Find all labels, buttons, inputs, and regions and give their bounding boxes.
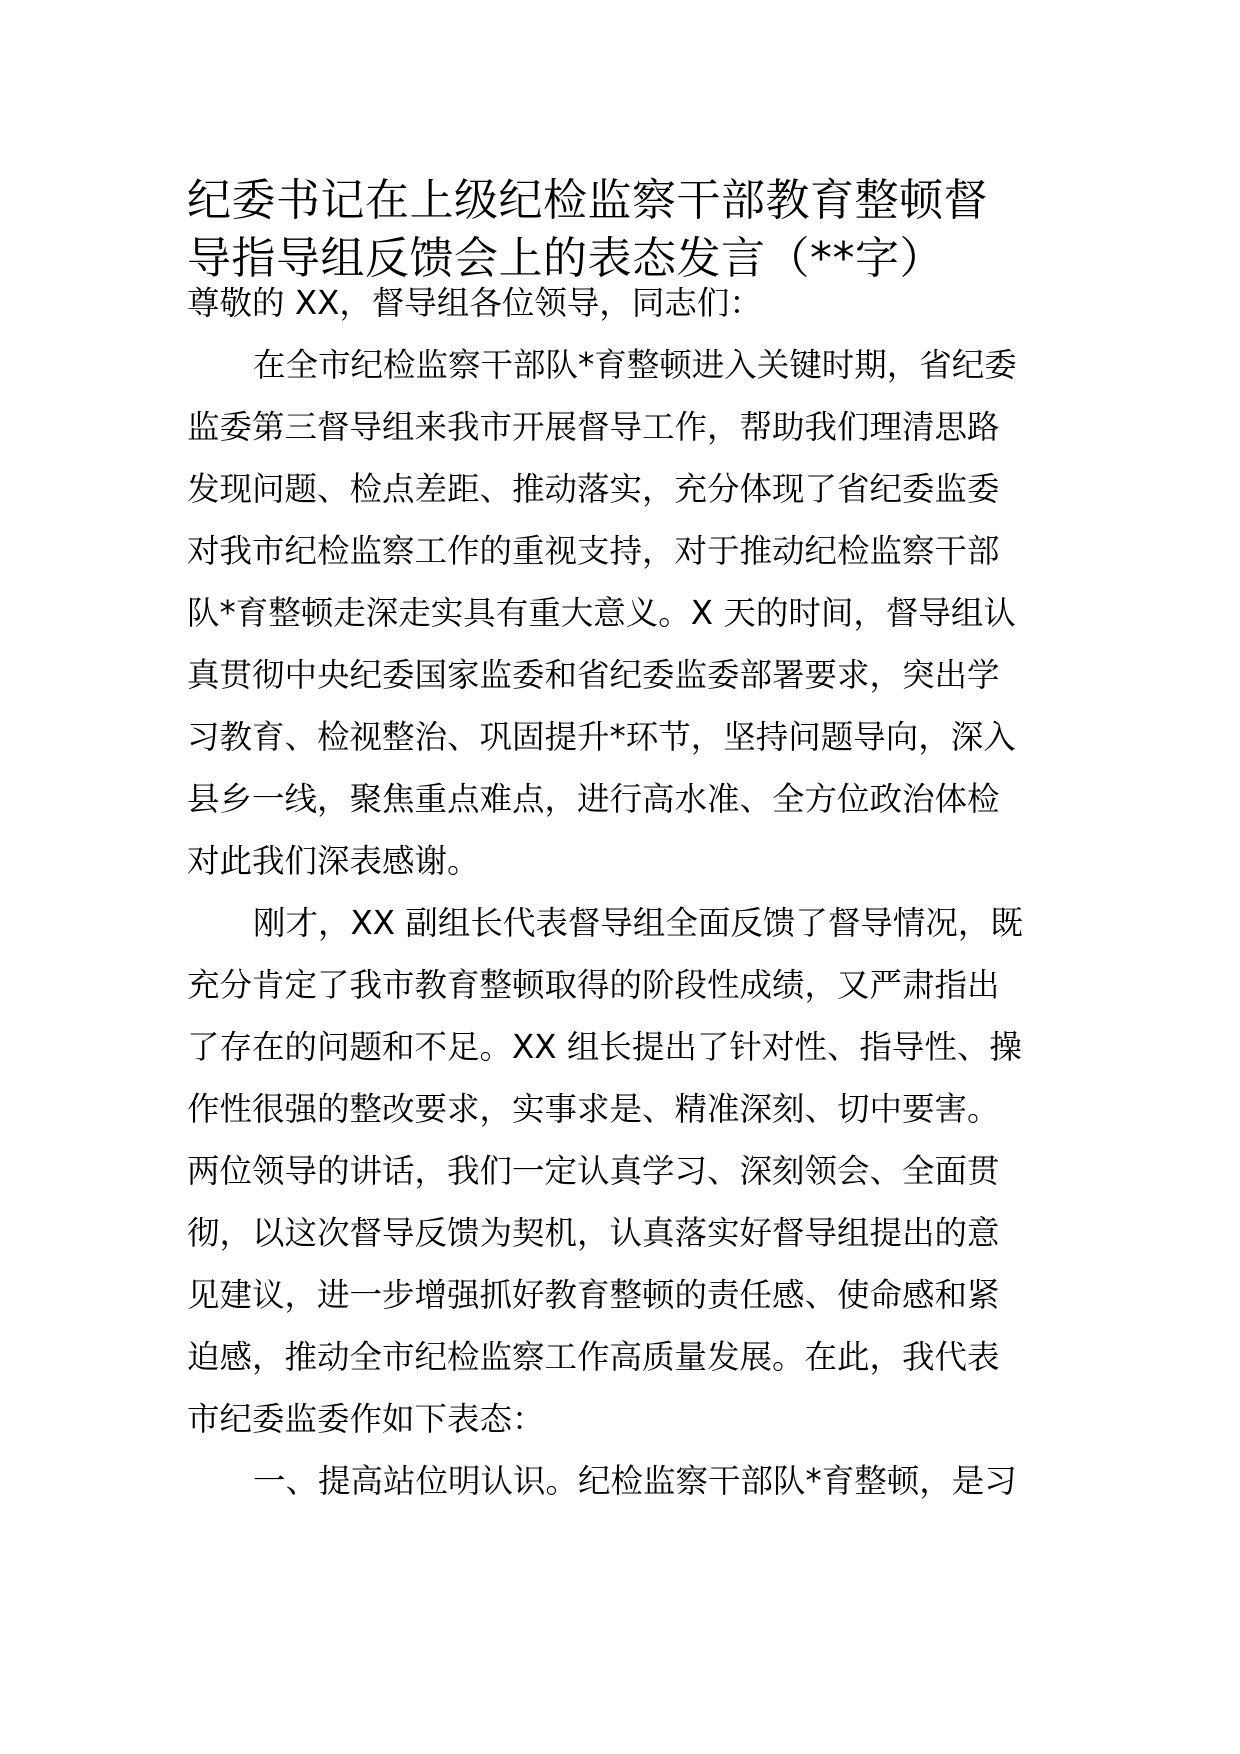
paragraph-line: 队*育整顿走深走实具有重大意义。X 天的时间，督导组认 <box>187 594 1016 632</box>
title-line-2: 导指导组反馈会上的表态发言（**字） <box>187 233 944 284</box>
paragraph-line: 充分肯定了我市教育整顿取得的阶段性成绩，又严肃指出 <box>187 966 1000 1004</box>
paragraph-line: 对此我们深表感谢。 <box>187 842 480 880</box>
paragraph-line: 发现问题、检点差距、推动落实，充分体现了省纪委监委 <box>187 470 1000 508</box>
paragraph-2 <box>187 892 1067 1450</box>
paragraph-line: 县乡一线，聚焦重点难点，进行高水准、全方位政治体检 <box>187 780 1000 818</box>
document-body <box>187 272 1067 1512</box>
paragraph-line: 监委第三督导组来我市开展督导工作，帮助我们理清思路 <box>187 408 1000 446</box>
paragraph-line: 迫感，推动全市纪检监察工作高质量发展。在此，我代表 <box>187 1338 1000 1376</box>
paragraph-line: 在全市纪检监察干部队*育整顿进入关键时期，省纪委 <box>253 346 1017 384</box>
paragraph-line: 两位领导的讲话，我们一定认真学习、深刻领会、全面贯 <box>187 1152 1000 1190</box>
paragraph-line: 对我市纪检监察工作的重视支持，对于推动纪检监察干部 <box>187 532 1000 570</box>
paragraph-line: 真贯彻中央纪委国家监委和省纪委监委部署要求，突出学 <box>187 656 1000 694</box>
section-heading-line: 一、提高站位明认识。纪检监察干部队*育整顿，是习 <box>253 1462 1017 1500</box>
salutation: 尊敬的 XX，督导组各位领导，同志们： <box>187 284 762 322</box>
paragraph-line: 市纪委监委作如下表态： <box>187 1400 545 1438</box>
paragraph-line: 作性很强的整改要求，实事求是、精准深刻、切中要害。 <box>187 1090 1000 1128</box>
paragraph-line: 彻，以这次督导反馈为契机，认真落实好督导组提出的意 <box>187 1214 1000 1252</box>
paragraph-line: 刚才，XX 副组长代表督导组全面反馈了督导情况，既 <box>253 904 1023 942</box>
document-title <box>187 172 1067 288</box>
paragraph-line: 了存在的问题和不足。XX 组长提出了针对性、指导性、操 <box>187 1028 1022 1066</box>
paragraph-line: 见建议，进一步增强抓好教育整顿的责任感、使命感和紧 <box>187 1276 1000 1314</box>
paragraph-1 <box>187 334 1067 892</box>
paragraph-line: 习教育、检视整治、巩固提升*环节，坚持问题导向，深入 <box>187 718 1016 756</box>
title-line-1: 纪委书记在上级纪检监察干部教育整顿督 <box>187 175 988 226</box>
paragraph-3 <box>187 1450 1067 1512</box>
